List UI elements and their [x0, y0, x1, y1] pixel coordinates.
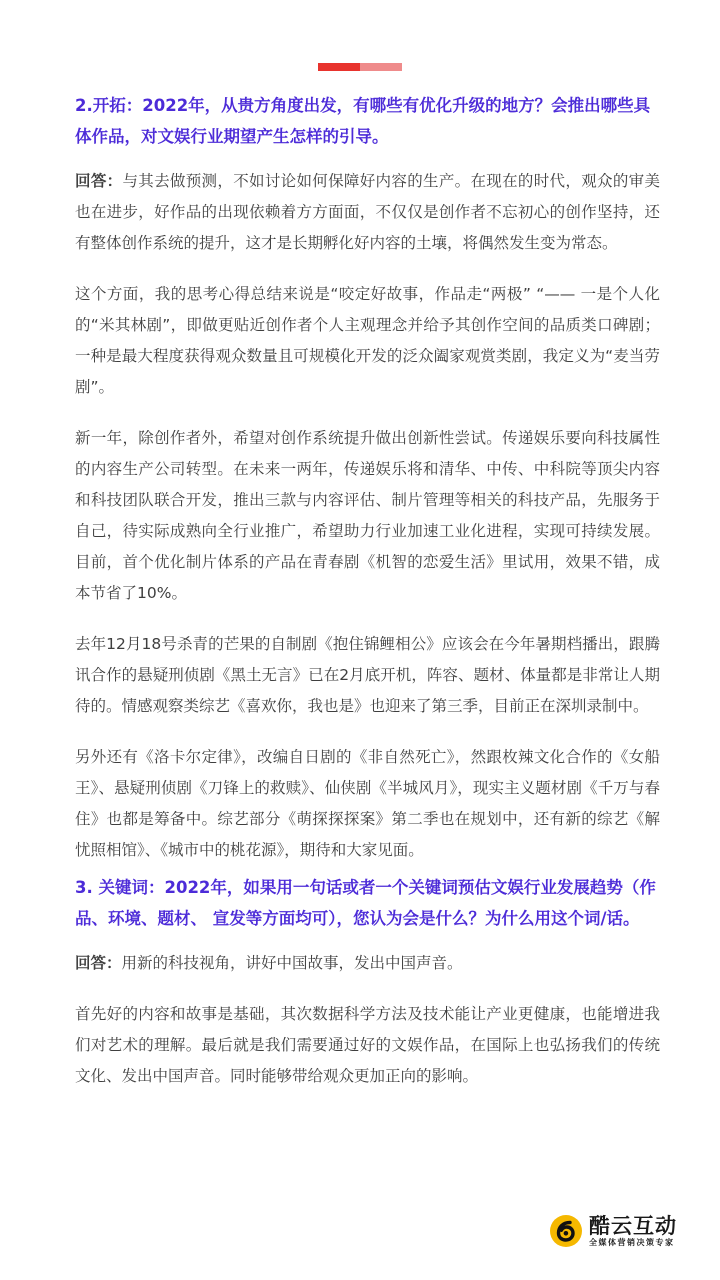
section-2-paragraph-3: 去年12月18号杀青的芒果的自制剧《抱住锦鲤相公》应该会在今年暑期档播出，跟腾讯合作的悬疑刑侦剧《黑土无言》已在2月底开机，阵容、题材、体量都是非常让人期待的。情感观察类综艺《喜欢你，我也是》也迎来了第三季，目前正在深圳录制中。	[75, 635, 660, 715]
answer-2-paragraph	[75, 166, 660, 259]
answer-3-paragraph	[75, 948, 660, 979]
spiral-6-logo-icon	[549, 1214, 583, 1248]
answer-label: 回答	[75, 954, 107, 972]
logo-title: 酷云互动	[589, 1214, 677, 1238]
question-2-heading: 2.开拓：2022年，从贵方角度出发，有哪些有优化升级的地方？会推出哪些具体作品，对文娱行业期望产生怎样的引导。	[75, 96, 651, 146]
section-2-paragraph-2: 新一年，除创作者外，希望对创作系统提升做出创新性尝试。传递娱乐要向科技属性的内容生产公司转型。在未来一两年，传递娱乐将和清华、中传、中科院等顶尖内容和科技团队联合开发，推出三款与内容评估、制片管理等相关的科技产品，先服务于自己，待实际成熟向全行业推广，希望助力行业加速工业化进程，实现可持续发展。目前，首个优化制片体系的产品在青春剧《机智的恋爱生活》里试用，效果不错，成本节省了10%。	[75, 429, 660, 602]
top-divider	[318, 63, 402, 71]
answer-3-text: 用新的科技视角，讲好中国故事，发出中国声音。	[121, 954, 463, 972]
answer-2-text: 与其去做预测，不如讨论如何保障好内容的生产。在现在的时代，观众的审美也在进步，好作品的出现依赖着方方面面，不仅仅是创作者不忘初心的创作坚持，还有整体创作系统的提升，这才是长期孵化好内容的土壤，将偶然发生变为常态。	[75, 172, 660, 252]
brand-logo	[549, 1212, 689, 1252]
logo-subtitle: 全媒体营销决策专家	[589, 1238, 675, 1247]
section-3-paragraph-1: 首先好的内容和故事是基础，其次数据科学方法及技术能让产业更健康，也能增进我们对艺术的理解。最后就是我们需要通过好的文娱作品，在国际上也弘扬我们的传统文化、发出中国声音。同时能够带给观众更加正向的影响。	[75, 1005, 660, 1085]
article-content	[75, 90, 660, 1092]
divider-pink-segment	[360, 63, 402, 71]
answer-label: 回答	[75, 172, 107, 190]
question-3-heading: 3. 关键词：2022年，如果用一句话或者一个关键词预估文娱行业发展趋势（作品、环境、题材、 宣发等方面均可），您认为会是什么？为什么用这个词/话。	[75, 878, 656, 928]
divider-red-segment	[318, 63, 360, 71]
answer-colon: ：	[106, 954, 122, 972]
section-2-paragraph-4: 另外还有《洛卡尔定律》，改编自日剧的《非自然死亡》，然跟枚辣文化合作的《女船王》、悬疑刑侦剧《刀锋上的救赎》、仙侠剧《半城风月》，现实主义题材剧《千万与春住》也都是筹备中。综艺部分《萌探探探案》第二季也在规划中，还有新的综艺《解忧照相馆》、《城市中的桃花源》，期待和大家见面。	[75, 748, 660, 859]
answer-colon: ：	[106, 172, 123, 190]
section-2-paragraph-1: 这个方面，我的思考心得总结来说是“咬定好故事，作品走“两极” “—— 一是个人化的“米其林剧”，即做更贴近创作者个人主观理念并给予其创作空间的品质类口碑剧；一种是最大程度获得观众数量且可规模化开发的泛众阖家观赏类剧，我定义为“麦当劳剧”。	[75, 285, 660, 396]
